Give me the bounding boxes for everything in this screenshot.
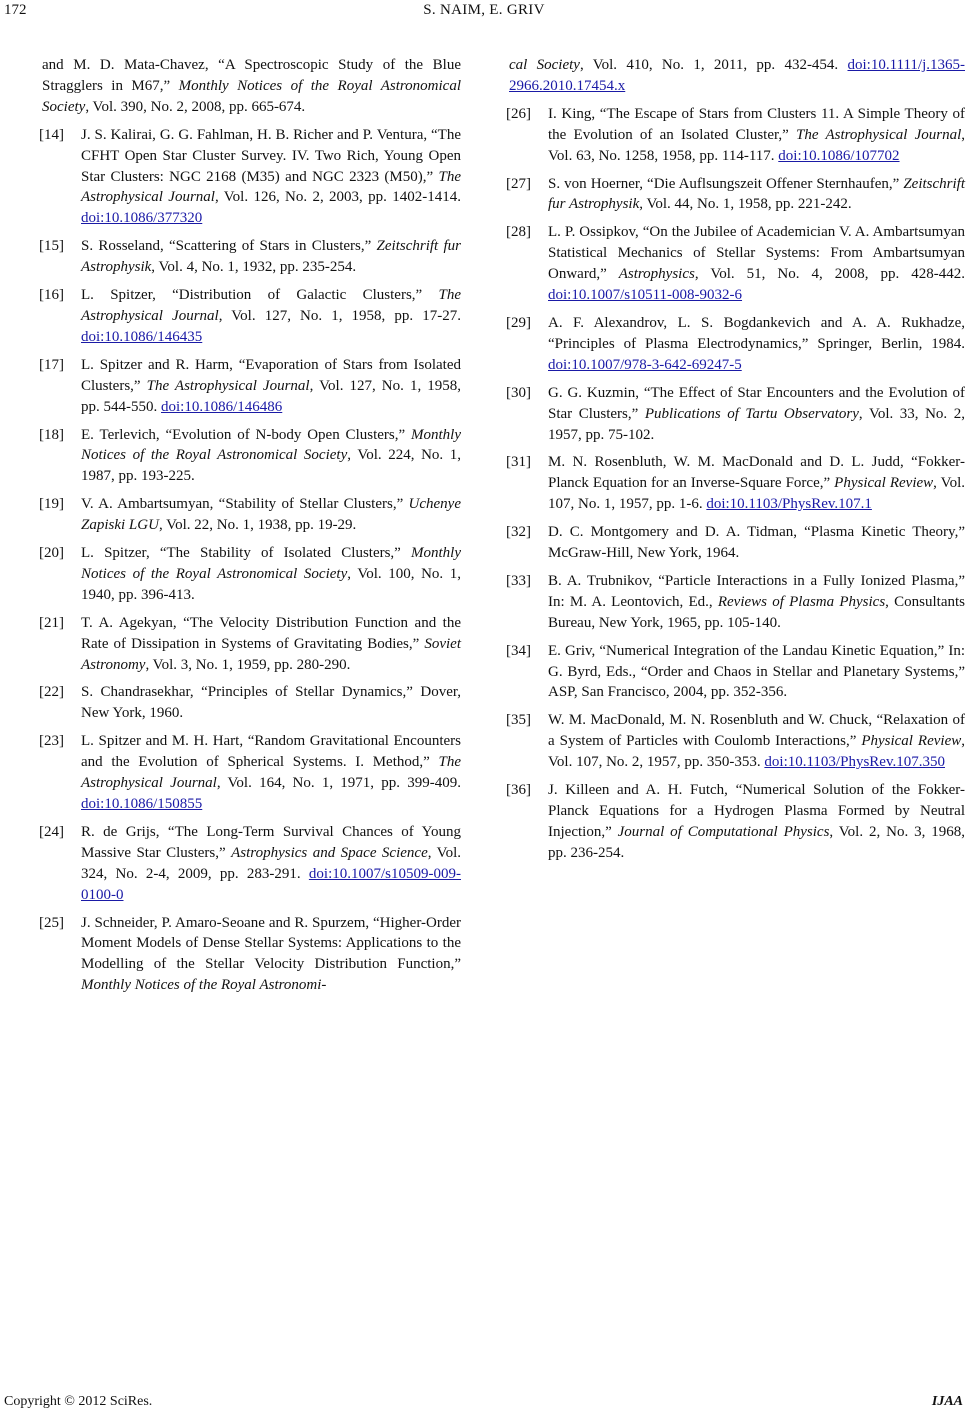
reference-segment: A. F. Alexandrov, L. S. Bogdankevich and A. A. Rukhadze, “Principles of Plasma Electrodynamics,” Springer, Berlin, 1984. (548, 314, 965, 352)
reference-text (81, 731, 461, 815)
reference-entry (39, 494, 461, 536)
reference-entry (39, 543, 461, 606)
journal-title: The Astrophysical Journal (81, 754, 461, 792)
reference-number: [21] (39, 614, 64, 631)
reference-entry (39, 682, 461, 724)
journal-title: Physical Review (861, 733, 962, 750)
journal-title: Reviews of Plasma Physics (717, 593, 886, 610)
doi-link[interactable]: doi:10.1103/PhysRev.107.1 (706, 496, 872, 513)
reference-segment: , Vol. 324, No. 2-4, 2009, pp. 283-291. (81, 844, 461, 882)
reference-number: [19] (39, 496, 64, 513)
reference-entry (506, 104, 965, 167)
doi-link[interactable]: doi:10.1111/j.1365-2966.2010.17454.x (509, 57, 965, 94)
reference-segment: V. A. Ambartsumyan, “Stability of Stellar Clusters,” (81, 496, 409, 513)
reference-text (81, 236, 461, 278)
reference-number: [18] (39, 426, 64, 443)
reference-segment: , Vol. 22, No. 1, 1938, pp. 19-29. (158, 517, 357, 534)
reference-segment: , Vol. 107, No. 1, 1957, pp. 1-6. (548, 475, 965, 513)
reference-number: [32] (506, 524, 531, 541)
reference-number: [33] (506, 572, 531, 589)
doi-link[interactable]: doi:10.1103/PhysRev.107.350 (764, 754, 945, 771)
reference-entry (39, 425, 461, 488)
reference-segment: S. von Hoerner, “Die Auflsungszeit Offener Sternhaufen,” (548, 175, 904, 192)
reference-entry (506, 313, 965, 376)
reference-text (81, 425, 461, 488)
reference-entry (506, 55, 965, 97)
reference-segment: T. A. Agekyan, “The Velocity Distribution Function and the Rate of Dissipation in Systems of Gravitating Bodies,” (81, 614, 461, 652)
reference-segment: , Vol. 164, No. 1, 1971, pp. 399-409. (216, 775, 461, 792)
reference-text (548, 710, 965, 773)
reference-segment: L. Spitzer and M. H. Hart, “Random Gravitational Encounters and the Evolution of Spherical Systems. I. Method,” (81, 733, 461, 771)
doi-link[interactable]: doi:10.1086/107702 (778, 147, 900, 164)
reference-number: [25] (39, 914, 64, 931)
reference-segment: W. M. MacDonald, M. N. Rosenbluth and W. Chuck, “Relaxation of a System of Particles with Coulomb Interactions,” (548, 712, 965, 750)
reference-text (81, 494, 461, 536)
reference-text (81, 543, 461, 606)
reference-segment: J. Killeen and A. H. Futch, “Numerical Solution of the Fokker-Planck Equations for a Hydrogen Plasma Formed by Neutral Injection,” (548, 782, 965, 840)
reference-segment: J. Schneider, P. Amaro-Seoane and R. Spurzem, “Higher-Order Moment Models of Dense Stellar Systems: Applications to the Modelling of the Stellar Velocity Distribution Function,” (81, 914, 461, 973)
reference-segment: , Vol. 127, No. 1, 1958, pp. 17-27. (218, 307, 461, 324)
reference-number: [17] (39, 356, 64, 373)
reference-segment: I. King, “The Escape of Stars from Clusters 11. A Simple Theory of the Evolution of an Isolated Cluster,” (548, 105, 965, 143)
reference-segment: , Vol. 390, No. 2, 2008, pp. 665-674. (85, 98, 306, 115)
journal-title: Astrophysics (618, 266, 695, 283)
reference-number: [15] (39, 238, 64, 255)
reference-number: [27] (506, 175, 531, 192)
journal-title: Zeitschrift fur Astrophysik (548, 175, 965, 213)
reference-entry (39, 285, 461, 348)
reference-segment: M. N. Rosenbluth, W. M. MacDonald and D. L. Judd, “Fokker-Planck Equation for an Inverse-Square Force,” (548, 454, 965, 492)
reference-entry (506, 522, 965, 564)
reference-segment: , Vol. 3, No. 1, 1959, pp. 280-290. (145, 656, 351, 673)
doi-link[interactable]: doi:10.1086/377320 (81, 210, 203, 227)
journal-title: Monthly Notices of the Royal Astronomical Society (42, 77, 462, 115)
reference-segment: , Vol. 107, No. 2, 1957, pp. 350-353. (548, 733, 965, 771)
journal-title: Monthly Notices of the Royal Astronomi- (81, 977, 327, 994)
reference-number: [16] (39, 287, 64, 304)
reference-text (548, 174, 965, 216)
journal-title: Uchenye Zapiski LGU (81, 496, 461, 534)
reference-segment: G. G. Kuzmin, “The Effect of Star Encounters and the Evolution of Star Clusters,” (548, 384, 965, 422)
reference-number: [31] (506, 454, 531, 471)
reference-segment: B. A. Trubnikov, “Particle Interactions in a Fully Ionized Plasma,” In: M. A. Leontovich, Ed., (548, 572, 965, 610)
reference-segment: , Vol. 126, No. 2, 2003, pp. 1402-1414. (214, 189, 461, 206)
reference-number: [20] (39, 545, 64, 562)
reference-text (509, 55, 965, 97)
doi-link[interactable]: doi:10.1007/978-3-642-69247-5 (548, 356, 742, 373)
footer-copyright: Copyright © 2012 SciRes. (4, 1394, 153, 1409)
reference-segment: S. Rosseland, “Scattering of Stars in Clusters,” (81, 238, 377, 255)
references-right-column (506, 55, 965, 871)
journal-title: The Astrophysical Journal (796, 126, 962, 143)
reference-entry (506, 452, 965, 515)
doi-link[interactable]: doi:10.1007/s10509-009-0100-0 (81, 865, 461, 903)
reference-segment: , Vol. 4, No. 1, 1932, pp. 235-254. (151, 259, 357, 276)
reference-text (42, 55, 461, 118)
reference-text (548, 104, 965, 167)
reference-number: [23] (39, 733, 64, 750)
reference-text (81, 125, 461, 230)
reference-segment: and M. D. Mata-Chavez, “A Spectroscopic Study of the Blue Stragglers in M67,” (42, 57, 461, 94)
journal-title: Monthly Notices of the Royal Astronomical Society (81, 545, 461, 582)
reference-segment: E. Terlevich, “Evolution of N-body Open Clusters,” (81, 426, 411, 443)
reference-segment: L. Spitzer, “Distribution of Galactic Clusters,” (81, 287, 439, 304)
journal-title: Journal of Computational Physics (617, 823, 830, 840)
reference-segment: , Vol. 33, No. 2, 1957, pp. 75-102. (548, 405, 965, 443)
reference-number: [30] (506, 384, 531, 401)
reference-segment: L. Spitzer, “The Stability of Isolated Clusters,” (81, 545, 411, 562)
reference-text (548, 641, 965, 704)
reference-text (81, 682, 461, 724)
reference-number: [35] (506, 712, 531, 729)
reference-text (548, 383, 965, 446)
reference-segment: E. Griv, “Numerical Integration of the Landau Kinetic Equation,” In: G. Byrd, Eds., “Order and Chaos in Stellar and Planetary Systems,” ASP, San Francisco, 2004, pp. 352-356. (548, 642, 965, 701)
reference-number: [24] (39, 823, 64, 840)
page-number: 172 (4, 2, 27, 18)
footer-journal-name: IJAA (931, 1394, 963, 1409)
reference-number: [36] (506, 782, 531, 799)
reference-text (81, 613, 461, 676)
reference-text (81, 355, 461, 418)
reference-text (548, 571, 965, 634)
reference-entry (39, 613, 461, 676)
reference-segment: L. Spitzer and R. Harm, “Evaporation of Stars from Isolated Clusters,” (81, 356, 461, 394)
journal-title: cal Society (509, 57, 580, 73)
reference-text (548, 780, 965, 864)
journal-title: The Astrophysical Journal (81, 168, 461, 206)
journal-title: Physical Review (834, 475, 934, 492)
reference-text (548, 222, 965, 306)
journal-title: Publications of Tartu Observatory (644, 405, 859, 422)
reference-entry (506, 780, 965, 864)
journal-title: Soviet Astronomy (81, 635, 461, 673)
reference-number: [34] (506, 642, 531, 659)
reference-segment: , Vol. 410, No. 1, 2011, pp. 432-454. (579, 57, 848, 73)
reference-entry (39, 125, 461, 230)
reference-segment: , Vol. 63, No. 1258, 1958, pp. 114-117. (548, 126, 966, 164)
journal-title: The Astrophysical Journal (146, 377, 310, 394)
reference-segment: D. C. Montgomery and D. A. Tidman, “Plasma Kinetic Theory,” McGraw-Hill, New York, 1964. (548, 524, 965, 562)
reference-entry (506, 383, 965, 446)
reference-number: [22] (39, 684, 64, 701)
reference-segment: L. P. Ossipkov, “On the Jubilee of Academician V. A. Ambartsumyan Statistical Mechanics of Stellar Systems: From Ambartsumyan Onward,” (548, 224, 965, 283)
reference-number: [14] (39, 126, 64, 143)
running-head: S. NAIM, E. GRIV (423, 2, 545, 18)
reference-number: [29] (506, 314, 531, 331)
journal-title: Astrophysics and Space Science (231, 844, 428, 861)
reference-entry (39, 913, 461, 997)
reference-segment: , Vol. 100, No. 1, 1940, pp. 396-413. (81, 565, 461, 603)
journal-title: Zeitschrift fur Astrophysik (81, 238, 461, 276)
reference-segment: , Vol. 127, No. 1, 1958, pp. 544-550. (81, 377, 462, 415)
reference-entry (506, 641, 965, 704)
reference-number: [28] (506, 224, 531, 241)
reference-segment: , Vol. 224, No. 1, 1987, pp. 193-225. (81, 447, 461, 485)
reference-entry (39, 731, 461, 815)
reference-text (548, 452, 965, 515)
reference-segment: S. Chandrasekhar, “Principles of Stellar Dynamics,” Dover, New York, 1960. (81, 684, 461, 722)
doi-link[interactable]: doi:10.1086/146435 (81, 328, 203, 345)
reference-text (81, 822, 461, 906)
reference-text (81, 913, 461, 997)
reference-segment: J. S. Kalirai, G. G. Fahlman, H. B. Richer and P. Ventura, “The CFHT Open Star Cluster Survey. IV. Two Rich, Young Open Star Clusters: NGC 2168 (M35) and NGC 2323 (M50),” (81, 126, 461, 185)
reference-number: [26] (506, 105, 531, 122)
reference-entry (39, 55, 461, 118)
reference-text (81, 285, 461, 348)
reference-entry (39, 236, 461, 278)
reference-text (548, 313, 965, 376)
reference-entry (506, 571, 965, 634)
journal-title: Monthly Notices of the Royal Astronomical Society (81, 426, 461, 464)
reference-entry (39, 822, 461, 906)
doi-link[interactable]: doi:10.1086/150855 (81, 796, 203, 812)
references-left-column (39, 55, 461, 1003)
reference-text (548, 522, 965, 564)
reference-segment: , Consultants Bureau, New York, 1965, pp. 105-140. (548, 593, 965, 631)
reference-segment: , Vol. 51, No. 4, 2008, pp. 428-442. (694, 266, 965, 283)
doi-link[interactable]: doi:10.1007/s10511-008-9032-6 (548, 287, 743, 304)
reference-segment: , Vol. 44, No. 1, 1958, pp. 221-242. (639, 196, 852, 213)
reference-entry (506, 710, 965, 773)
reference-entry (506, 222, 965, 306)
reference-entry (506, 174, 965, 216)
reference-segment: , Vol. 2, No. 3, 1968, pp. 236-254. (548, 823, 965, 861)
reference-segment: R. de Grijs, “The Long-Term Survival Chances of Young Massive Star Clusters,” (81, 823, 461, 861)
journal-title: The Astrophysical Journal (81, 287, 461, 324)
doi-link[interactable]: doi:10.1086/146486 (161, 398, 283, 415)
reference-entry (39, 355, 461, 418)
